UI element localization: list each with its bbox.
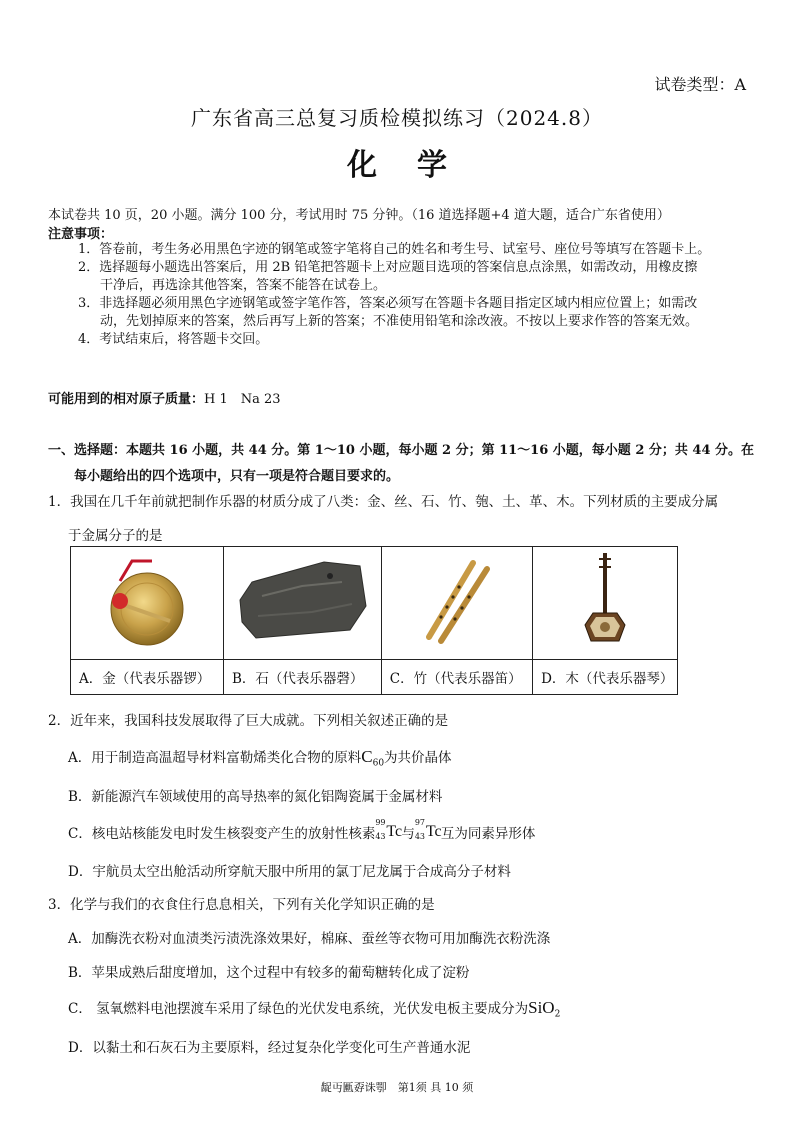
q1-image-cell bbox=[223, 547, 381, 660]
q2-c-text: C．核电站核能发电时发生核裂变产生的放射性核素 bbox=[68, 826, 376, 842]
q1-option-b: B．石（代表乐器磬） bbox=[223, 660, 381, 695]
notice-text: 考试结束后，将答题卡交回。 bbox=[99, 332, 269, 347]
notice-number: 2． bbox=[78, 260, 100, 275]
q3-c-text: C． 氢氧燃料电池摆渡车采用了绿色的光伏发电系统，光伏发电板主要成分为 bbox=[68, 1001, 529, 1017]
q3-c-subscript: 2 bbox=[554, 1009, 561, 1020]
q3-option-a: A．加酶洗衣粉对血渍类污渍洗涤效果好，棉麻、蚕丝等衣物可用加酶洗衣粉洗涤 bbox=[68, 931, 551, 947]
notice-item bbox=[78, 295, 768, 331]
exam-intro: 本试卷共 10 页，20 小题。满分 100 分，考试用时 75 分钟。（16 道选择题+4 道大题，适合广东省使用） bbox=[48, 208, 670, 223]
notice-text-cont: 动，先划掉原来的答案，然后再写上新的答案；不准使用铅笔和涂改液。不按以上要求作答的答案无效。 bbox=[100, 314, 699, 329]
q1-option-a: A．金（代表乐器锣） bbox=[71, 660, 224, 695]
notice-item bbox=[78, 331, 768, 349]
q2-option-c bbox=[68, 818, 768, 844]
chime-stone-icon bbox=[232, 556, 372, 646]
notice-text-cont: 干净后，再选涂其他答案，答案不能答在试卷上。 bbox=[100, 278, 387, 293]
q1-image-cell bbox=[381, 547, 532, 660]
q2-c-text-post: 互为同素异形体 bbox=[440, 826, 536, 842]
atomic-mass bbox=[48, 388, 281, 407]
q3-option-d: D．以黏土和石灰石为主要原料，经过复杂化学变化可生产普通水泥 bbox=[68, 1040, 471, 1056]
q1-image-cell bbox=[533, 547, 678, 660]
notice-item bbox=[78, 259, 768, 295]
notice-number: 4． bbox=[78, 332, 100, 347]
q2-a-text: A．用于制造高温超导材料富勒烯类化合物的原料 bbox=[68, 750, 362, 766]
atomic-mass-label: 可能用到的相对原子质量： bbox=[48, 392, 205, 407]
q2-option-d: D．宇航员太空出舱活动所穿航天服中所用的氯丁尼龙属于合成高分子材料 bbox=[68, 864, 511, 880]
q1-option-d: D．木（代表乐器琴） bbox=[533, 660, 678, 695]
atomic-mass-values: H 1 Na 23 bbox=[204, 392, 281, 407]
nuclide-tc97: 97 43 Tc bbox=[414, 818, 442, 841]
notice-list bbox=[78, 241, 768, 349]
notice-number: 1． bbox=[78, 242, 100, 257]
q1-option-table bbox=[70, 546, 678, 695]
paper-type: 试卷类型：A bbox=[654, 75, 746, 94]
q2-option-a bbox=[68, 746, 768, 769]
section-heading bbox=[48, 438, 758, 490]
notice-text: 答卷前，考生务必用黑色字迹的钢笔或签字笔将自己的姓名和考生号、试室号、座位号等填写在答题卡上。 bbox=[99, 242, 711, 257]
q2-a-text-post: 为共价晶体 bbox=[384, 750, 452, 766]
flute-icon bbox=[407, 551, 507, 651]
q2-a-formula: C bbox=[361, 747, 373, 766]
q3-c-formula: SiO bbox=[528, 998, 555, 1017]
notice-number: 3． bbox=[78, 296, 100, 311]
q3-stem: 3．化学与我们的衣食住行息息相关，下列有关化学知识正确的是 bbox=[48, 897, 435, 913]
gong-icon bbox=[92, 551, 202, 651]
q3-option-c bbox=[68, 997, 768, 1020]
notice-text: 选择题每小题选出答案后，用 2B 铅笔把答题卡上对应题目选项的答案信息点涂黑，如需改动，用橡皮擦 bbox=[99, 260, 698, 275]
q2-option-b: B．新能源汽车领域使用的高导热率的氮化铝陶瓷属于金属材料 bbox=[68, 789, 443, 805]
q1-option-c: C．竹（代表乐器笛） bbox=[381, 660, 532, 695]
q2-a-subscript: 60 bbox=[372, 758, 385, 769]
q1-image-cell bbox=[71, 547, 224, 660]
qin-icon bbox=[575, 549, 635, 653]
q2-stem: 2．近年来，我国科技发展取得了巨大成就。下列相关叙述正确的是 bbox=[48, 713, 449, 729]
section-line1: 一、选择题：本题共 16 小题，共 44 分。第 1～10 小题，每小题 2 分；第 11～16 小题，每小题 2 分；共 44 分。在 bbox=[48, 443, 755, 458]
section-line2: 每小题给出的四个选项中，只有一项是符合题目要求的。 bbox=[74, 469, 400, 484]
q3-option-b: B．苹果成熟后甜度增加，这个过程中有较多的葡萄糖转化成了淀粉 bbox=[68, 965, 470, 981]
notice-item bbox=[78, 241, 768, 259]
subject-title: 化学 bbox=[347, 148, 487, 183]
nuclide-tc99: 99 43 Tc bbox=[375, 818, 403, 841]
page-title: 广东省高三总复习质检模拟练习（2024.8） bbox=[191, 106, 603, 130]
q2-c-mid: 与 bbox=[401, 826, 415, 842]
q1-stem-line1: 1．我国在几千年前就把制作乐器的材质分成了八类：金、丝、石、竹、匏、土、革、木。下列材质的主要成分属 bbox=[48, 494, 719, 510]
page-footer: 龊丏匭孬诛卾 第1须 具 10 须 bbox=[320, 1081, 474, 1094]
notice-text: 非选择题必须用黑色字迹钢笔或签字笔作答，答案必须写在答题卡各题目指定区域内相应位置上；如需改 bbox=[99, 296, 698, 311]
notice-heading: 注意事项： bbox=[48, 227, 114, 242]
q1-stem-line2: 于金属分子的是 bbox=[68, 528, 163, 544]
